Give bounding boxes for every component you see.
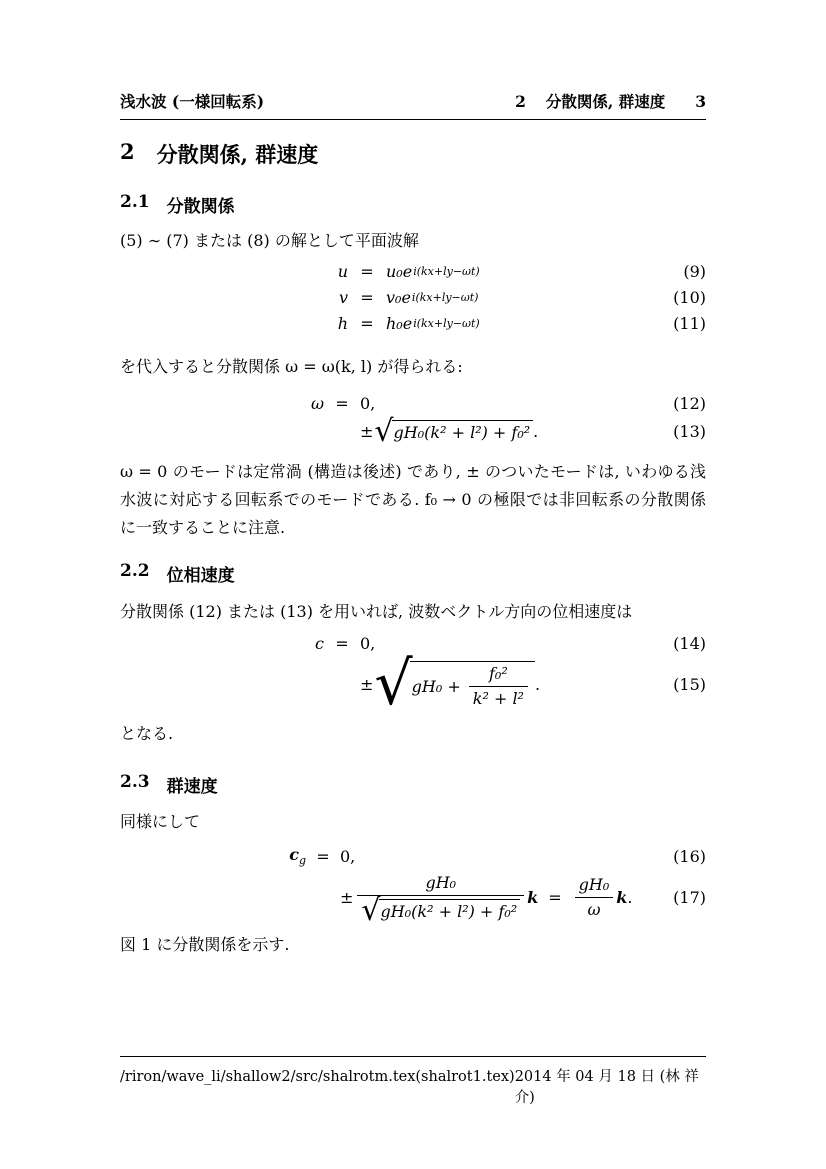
eq9-lhs: u — [337, 262, 348, 281]
paragraph-phase-speed-intro: 分散関係 (12) または (13) を用いれば, 波数ベクトル方向の位相速度は — [120, 602, 633, 621]
wavevector-k: k — [616, 888, 628, 908]
square-root: √ gH₀(k² + l²) + f₀² — [374, 420, 533, 443]
eq14-lhs: c — [315, 634, 324, 653]
header-section-number: 2 — [515, 92, 526, 111]
eq11-number: (11) — [673, 314, 706, 333]
eq13-number: (13) — [673, 422, 706, 441]
plus-minus-sign: ± — [340, 888, 354, 908]
equation-10 — [120, 288, 706, 307]
eq14-relation: = — [335, 634, 349, 653]
eq10-number: (10) — [673, 288, 706, 307]
eq12-rhs: 0, — [360, 394, 376, 413]
subsection-title: 位相速度 — [166, 566, 235, 586]
eq17-rhs: ± gH₀ √ gH₀(k² + l²) + f₀² k = $\frac{\text{gH₀}}{\omega}$ k . — [340, 873, 633, 928]
subsection-heading-2-2 — [120, 561, 706, 586]
subsection-title: 群速度 — [166, 777, 218, 797]
eq12-relation: = — [335, 394, 349, 413]
eq14-rhs: 0, — [360, 634, 376, 653]
header-section-title: 分散関係, 群速度 — [545, 92, 666, 111]
equation-15 — [120, 649, 706, 719]
radical-sign: √ — [374, 414, 394, 449]
equation-group-group-speed — [120, 845, 706, 928]
eq9-number: (9) — [683, 262, 706, 281]
fraction: gH₀ √ gH₀(k² + l²) + f₀² — [357, 874, 524, 921]
equation-group-phase-speed — [120, 634, 706, 719]
eq12-number: (12) — [673, 394, 706, 413]
equation-11 — [120, 314, 706, 333]
paragraph-tonaru: となる. — [120, 724, 174, 743]
eq11-rhs: h₀e i(kx+ly−ωt) — [386, 314, 480, 333]
header-doc-title: 浅水波 (一様回転系) — [120, 92, 265, 111]
eq10-rhs: v₀e i(kx+ly−ωt) — [386, 288, 479, 307]
eq9-relation: = — [360, 262, 374, 281]
eq15-rhs: ± √ gH₀ + $\frac{\text{f₀²}}{\text{k² + l²}}$ . — [360, 649, 541, 719]
equation-13 — [120, 414, 706, 449]
fraction: $\frac{\text{f₀²}}{\text{k² + l²}}$ — [469, 665, 528, 708]
radical-sign: √ — [374, 649, 413, 719]
eq15-number: (15) — [673, 674, 706, 694]
subsection-number: 2.2 — [120, 561, 150, 581]
paragraph-group-speed-intro: 同様にして — [120, 812, 201, 831]
subsection-heading-2-1 — [120, 192, 706, 217]
section-heading-2 — [120, 139, 706, 169]
wavevector-k: k — [527, 888, 539, 908]
eq16-lhs: $c_g$ — [289, 845, 306, 868]
eq16-rhs: 0, — [340, 846, 356, 866]
equation-17 — [120, 873, 706, 928]
section-number: 2 — [120, 139, 135, 164]
eq10-relation: = — [360, 288, 374, 307]
eq9-rhs: u₀e i(kx+ly−ωt) — [386, 262, 480, 281]
equation-9 — [120, 262, 706, 281]
square-root: √ gH₀ + $\frac{\text{f₀²}}{\text{k² + l²}}$ — [374, 660, 535, 708]
header-page-number: 3 — [695, 92, 706, 111]
footer-date-author: 2014 年 04 月 18 日 (林 祥介) — [514, 1069, 699, 1106]
paragraph-plane-wave-intro: (5) ∼ (7) または (8) の解として平面波解 — [120, 231, 419, 250]
subsection-heading-2-3 — [120, 772, 706, 797]
paragraph-mode-discussion: ω = 0 のモードは定常渦 (構造は後述) であり, ± のついたモードは, いわゆる浅水波に対応する回転系でのモードである. f₀ → 0 の極限では非回転系の分散関係に一致することに注意. — [120, 462, 706, 537]
square-root: √ gH₀(k² + l²) + f₀² — [361, 899, 520, 922]
eq14-number: (14) — [673, 634, 706, 653]
plus-minus-sign: ± — [360, 674, 374, 694]
subsection-title: 分散関係 — [166, 197, 235, 217]
eq13-rhs: ± √ gH₀(k² + l²) + f₀² . — [360, 414, 539, 449]
eq12-lhs: ω — [310, 394, 324, 413]
eq11-relation: = — [360, 314, 374, 333]
subsection-number: 2.3 — [120, 772, 150, 792]
equation-group-plane-waves — [120, 262, 706, 333]
equation-16 — [120, 845, 706, 867]
subsection-number: 2.1 — [120, 192, 150, 212]
eq16-number: (16) — [673, 846, 706, 866]
eq10-lhs: v — [338, 288, 348, 307]
page-header — [120, 90, 706, 120]
eq16-relation: = — [316, 846, 330, 866]
equation-12 — [120, 394, 706, 413]
equation-group-dispersion — [120, 394, 706, 449]
section-title: 分散関係, 群速度 — [156, 142, 319, 167]
equation-14 — [120, 634, 706, 653]
plus-minus-sign: ± — [360, 422, 374, 441]
eq17-relation: = — [548, 888, 562, 908]
paragraph-dispersion-intro: を代入すると分散関係 ω = ω(k, l) が得られる: — [120, 357, 463, 376]
paragraph-figure-reference: 図 1 に分散関係を示す. — [120, 935, 290, 954]
eq11-lhs: h — [337, 314, 348, 333]
eq17-number: (17) — [673, 888, 706, 908]
radical-sign: √ — [361, 892, 381, 928]
fraction: $\frac{\text{gH₀}}{\omega}$ — [575, 876, 614, 919]
footer-file-path: /riron/wave_li/shallow2/src/shalrotm.tex(shalrot1.tex) — [120, 1069, 515, 1085]
page-footer — [120, 1056, 706, 1107]
